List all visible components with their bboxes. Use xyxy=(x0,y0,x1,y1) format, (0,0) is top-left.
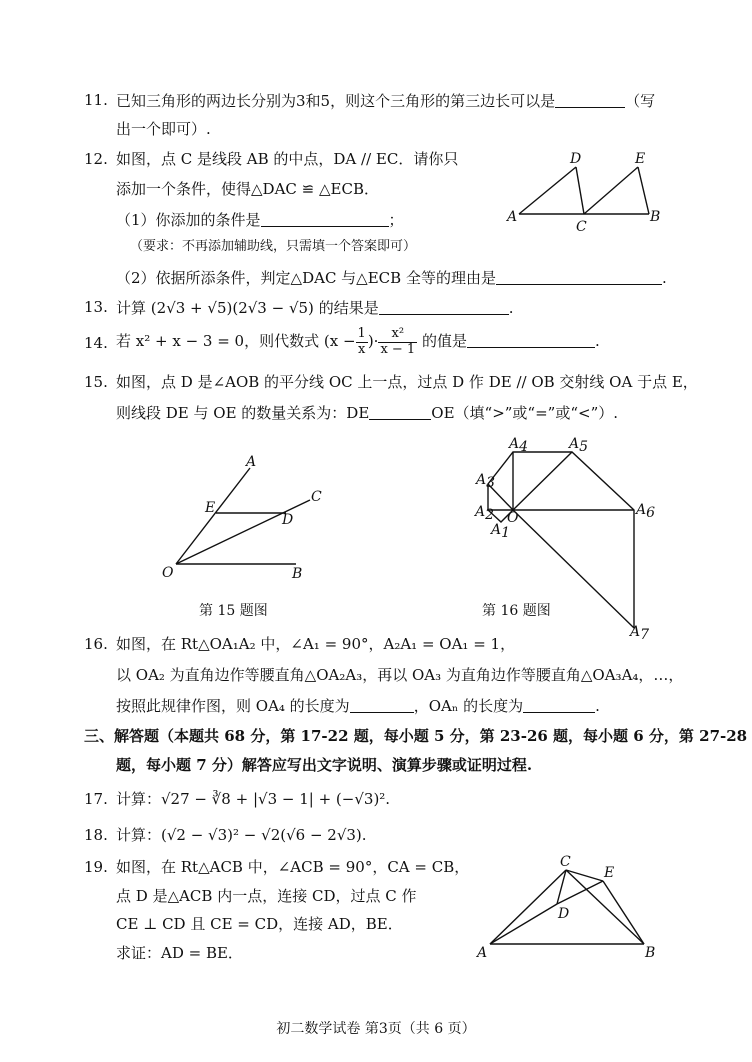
fig16-label-O: O xyxy=(507,510,519,526)
q16-number: 16. xyxy=(84,635,108,653)
q13-pre: 计算 xyxy=(116,299,147,317)
q11-line1-end: （写 xyxy=(625,92,656,110)
q19-line4: 求证：AD = BE． xyxy=(116,944,243,962)
q17-number: 17. xyxy=(84,790,108,808)
fig16-label-A4: A4 xyxy=(509,436,529,455)
q16-line2: 以 OA₂ 为直角边作等腰直角△OA₂A₃，再以 OA₃ 为直角边作等腰直角△OA₃A₄，…， xyxy=(116,666,684,684)
q12-line1: 如图，点 C 是线段 AB 的中点，DA // EC．请你只 xyxy=(116,150,459,168)
fig19-label-A: A xyxy=(477,945,488,961)
q15-number: 15. xyxy=(84,373,108,391)
q19-line1: 如图，在 Rt△ACB 中，∠ACB = 90°，CA = CB， xyxy=(116,858,470,876)
fig15-caption: 第 15 题图 xyxy=(199,603,268,619)
fig15-label-O: O xyxy=(162,565,174,581)
section3-heading-line2: 题，每小题 7 分）解答应写出文字说明、演算步骤或证明过程. xyxy=(116,756,533,774)
q14-f1-bottom: x xyxy=(358,341,366,357)
q11-line2: 出一个即可）. xyxy=(116,120,211,138)
q12-sub1-text: （1）你添加的条件是 xyxy=(116,211,261,229)
q14-f1-top: 1 xyxy=(357,326,366,342)
q16-line3-pre: 按照此规律作图，则 OA₄ 的长度为 xyxy=(116,697,350,715)
section3-heading-line1: 三、解答题（本题共 68 分，第 17-22 题，每小题 5 分，第 23-26 题，每小题 6 分，第 27-28 xyxy=(84,727,748,745)
fig19-label-E: E xyxy=(604,865,615,881)
q12-sub2-text: （2）依据所添条件，判定△DAC 与△ECB 全等的理由是 xyxy=(116,269,496,287)
fig16-label-A6: A6 xyxy=(636,502,656,521)
q13-number: 13. xyxy=(84,298,108,316)
q12-sub2-end: . xyxy=(661,269,667,287)
q16-line3-mid: ，OAₙ 的长度为 xyxy=(413,697,524,715)
q14-post: 的值是 xyxy=(421,332,467,350)
q14-f2-top: x² xyxy=(378,327,417,342)
page-footer: 初二数学试卷 第3页（共 6 页） xyxy=(276,1021,476,1037)
q13-end: . xyxy=(508,299,514,317)
fig16-label-A3: A3 xyxy=(476,472,496,491)
q13-expression: (2√3 + √5)(2√3 − √5) xyxy=(150,299,314,317)
q13-post: 的结果是 xyxy=(318,299,379,317)
fig19-label-D: D xyxy=(558,906,570,922)
q16-line3-end: . xyxy=(595,697,600,715)
fig15-label-C: C xyxy=(311,489,322,505)
q12-line2: 添加一个条件，使得△DAC ≌ △ECB． xyxy=(116,180,379,198)
q18-number: 18. xyxy=(84,826,108,844)
fig16-label-A7: A7 xyxy=(630,624,650,643)
fig12-label-D: D xyxy=(570,151,582,167)
q12-sub1-end: ； xyxy=(388,211,404,229)
fig16-label-A2: A2 xyxy=(475,504,495,523)
q19-line3: CE ⊥ CD 且 CE = CD，连接 AD，BE． xyxy=(116,915,403,933)
q15-line1: 如图，点 D 是∠AOB 的平分线 OC 上一点，过点 D 作 DE // OB 交射线 OA 于点 E， xyxy=(116,373,698,391)
q14-number: 14. xyxy=(84,334,108,352)
fig12-label-B: B xyxy=(650,209,661,225)
fig15-label-E: E xyxy=(205,500,216,516)
fig16-label-A1: A1 xyxy=(491,522,511,541)
fig12-label-C: C xyxy=(576,219,587,235)
q17-text: 计算：√27 − ∛8 + |√3 − 1| + (−√3)². xyxy=(116,790,391,808)
fig15-label-D: D xyxy=(282,512,294,528)
q12-requirement: （要求：不再添加辅助线，只需填一个答案即可） xyxy=(130,239,417,254)
fig15-label-A: A xyxy=(246,454,257,470)
q14-mid: )· xyxy=(367,332,379,350)
q11-line1: 已知三角形的两边长分别为3和5，则这个三角形的第三边长可以是 xyxy=(116,92,556,110)
fig16-caption: 第 16 题图 xyxy=(482,603,551,619)
q14-pre: 若 x² + x − 3 = 0，则代数式 (x − xyxy=(116,332,356,350)
fig15-label-B: B xyxy=(292,566,303,582)
fig16-label-A5: A5 xyxy=(569,436,589,455)
fig12-label-E: E xyxy=(635,151,646,167)
q19-line2: 点 D 是△ACB 内一点，连接 CD，过点 C 作 xyxy=(116,887,417,905)
fig19-label-B: B xyxy=(645,945,656,961)
q16-line1: 如图，在 Rt△OA₁A₂ 中，∠A₁ = 90°，A₂A₁ = OA₁ = 1， xyxy=(116,635,516,653)
q14-end: . xyxy=(595,332,600,350)
q14-f2-bottom: x − 1 xyxy=(380,341,416,357)
q19-number: 19. xyxy=(84,858,108,876)
q18-text: 计算：(√2 − √3)² − √2(√6 − 2√3). xyxy=(116,826,367,844)
q11-number: 11. xyxy=(84,91,108,109)
q15-line2-post: OE（填“>”或“=”或“<”）. xyxy=(431,404,619,422)
fig19-label-C: C xyxy=(560,854,571,870)
q15-line2-pre: 则线段 DE 与 OE 的数量关系为：DE xyxy=(116,404,370,422)
q12-number: 12. xyxy=(84,150,108,168)
fig12-label-A: A xyxy=(507,209,518,225)
